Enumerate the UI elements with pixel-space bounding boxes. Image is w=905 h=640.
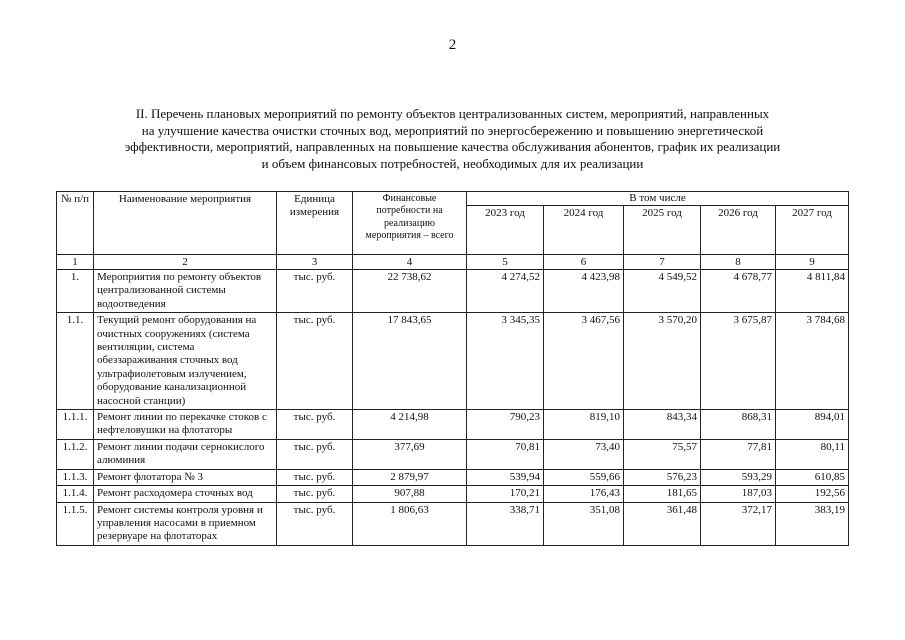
row-2026: 4 678,77 xyxy=(701,270,776,313)
table-row xyxy=(57,439,849,469)
row-2025: 181,65 xyxy=(624,486,701,502)
row-2026: 868,31 xyxy=(701,410,776,440)
row-unit: тыс. руб. xyxy=(277,502,353,545)
row-2027: 894,01 xyxy=(776,410,849,440)
row-2027: 383,19 xyxy=(776,502,849,545)
header-year: 2024 год xyxy=(544,206,624,255)
row-total: 907,88 xyxy=(353,486,467,502)
row-2025: 3 570,20 xyxy=(624,313,701,410)
document-title xyxy=(40,106,865,172)
row-2024: 351,08 xyxy=(544,502,624,545)
title-line: на улучшение качества очистки сточных вод, мероприятий по энергосбережению и повышению энергетической xyxy=(141,122,764,138)
row-2027: 3 784,68 xyxy=(776,313,849,410)
row-num: 1.1.3. xyxy=(57,469,94,485)
row-2023: 170,21 xyxy=(467,486,544,502)
row-2026: 77,81 xyxy=(701,439,776,469)
row-num: 1.1.4. xyxy=(57,486,94,502)
row-2025: 75,57 xyxy=(624,439,701,469)
row-2026: 593,29 xyxy=(701,469,776,485)
table-row xyxy=(57,486,849,502)
row-unit: тыс. руб. xyxy=(277,410,353,440)
row-name: Ремонт системы контроля уровня и управления насосами в приемном резервуаре на флотаторах xyxy=(94,502,277,545)
row-name: Мероприятия по ремонту объектов централизованной системы водоотведения xyxy=(94,270,277,313)
row-2023: 3 345,35 xyxy=(467,313,544,410)
table-row xyxy=(57,502,849,545)
column-index: 9 xyxy=(776,255,849,270)
row-num: 1.1. xyxy=(57,313,94,410)
page-number: 2 xyxy=(448,37,457,53)
measures-table xyxy=(56,191,849,546)
column-index: 1 xyxy=(57,255,94,270)
table-row xyxy=(57,469,849,485)
row-name: Текущий ремонт оборудования на очистных сооружениях (система вентиляции, система обеззараживания сточных вод ультрафиолетовым излучением, оборудование канализационной насосной станции) xyxy=(94,313,277,410)
row-name: Ремонт флотатора № 3 xyxy=(94,469,277,485)
header-year: 2023 год xyxy=(467,206,544,255)
column-index: 8 xyxy=(701,255,776,270)
row-num: 1.1.5. xyxy=(57,502,94,545)
row-name: Ремонт расходомера сточных вод xyxy=(94,486,277,502)
header-unit: Единица измерения xyxy=(277,192,353,255)
row-2023: 790,23 xyxy=(467,410,544,440)
table-header-row xyxy=(57,192,849,206)
row-total: 377,69 xyxy=(353,439,467,469)
row-2025: 361,48 xyxy=(624,502,701,545)
row-name: Ремонт линии по перекачке стоков с нефтеловушки на флотаторы xyxy=(94,410,277,440)
header-name: Наименование мероприятия xyxy=(94,192,277,255)
column-index: 7 xyxy=(624,255,701,270)
row-unit: тыс. руб. xyxy=(277,270,353,313)
row-2026: 3 675,87 xyxy=(701,313,776,410)
row-2023: 338,71 xyxy=(467,502,544,545)
row-unit: тыс. руб. xyxy=(277,469,353,485)
row-total: 1 806,63 xyxy=(353,502,467,545)
row-num: 1.1.2. xyxy=(57,439,94,469)
row-2025: 576,23 xyxy=(624,469,701,485)
row-2024: 73,40 xyxy=(544,439,624,469)
title-line: и объем финансовых потребностей, необходимых для их реализации xyxy=(261,155,644,171)
table-row xyxy=(57,270,849,313)
column-index: 5 xyxy=(467,255,544,270)
header-year: 2026 год xyxy=(701,206,776,255)
header-year: 2025 год xyxy=(624,206,701,255)
row-2024: 3 467,56 xyxy=(544,313,624,410)
row-num: 1.1.1. xyxy=(57,410,94,440)
row-name: Ремонт линии подачи сернокислого алюминия xyxy=(94,439,277,469)
title-line: II. Перечень плановых мероприятий по ремонту объектов централизованных систем, мероприятий, направленных xyxy=(135,106,770,121)
row-2027: 80,11 xyxy=(776,439,849,469)
column-index-row xyxy=(57,255,849,270)
row-unit: тыс. руб. xyxy=(277,439,353,469)
row-total: 4 214,98 xyxy=(353,410,467,440)
header-including: В том числе xyxy=(467,192,849,206)
header-num: № п/п xyxy=(57,192,94,255)
row-2027: 610,85 xyxy=(776,469,849,485)
table-row xyxy=(57,410,849,440)
row-2024: 176,43 xyxy=(544,486,624,502)
row-2027: 192,56 xyxy=(776,486,849,502)
row-2023: 70,81 xyxy=(467,439,544,469)
row-2025: 843,34 xyxy=(624,410,701,440)
header-year: 2027 год xyxy=(776,206,849,255)
row-total: 17 843,65 xyxy=(353,313,467,410)
row-unit: тыс. руб. xyxy=(277,313,353,410)
row-2027: 4 811,84 xyxy=(776,270,849,313)
row-num: 1. xyxy=(57,270,94,313)
row-unit: тыс. руб. xyxy=(277,486,353,502)
row-2024: 819,10 xyxy=(544,410,624,440)
row-total: 2 879,97 xyxy=(353,469,467,485)
column-index: 4 xyxy=(353,255,467,270)
column-index: 3 xyxy=(277,255,353,270)
title-line: эффективности, мероприятий, направленных на повышение качества обслуживания абонентов, график их реализации xyxy=(124,139,781,154)
row-2026: 372,17 xyxy=(701,502,776,545)
row-2024: 4 423,98 xyxy=(544,270,624,313)
row-2026: 187,03 xyxy=(701,486,776,502)
row-2025: 4 549,52 xyxy=(624,270,701,313)
column-index: 6 xyxy=(544,255,624,270)
row-2023: 539,94 xyxy=(467,469,544,485)
row-total: 22 738,62 xyxy=(353,270,467,313)
table-row xyxy=(57,313,849,410)
row-2023: 4 274,52 xyxy=(467,270,544,313)
header-finance: Финансовые потребности на реализацию мероприятия – всего xyxy=(353,192,467,255)
row-2024: 559,66 xyxy=(544,469,624,485)
column-index: 2 xyxy=(94,255,277,270)
